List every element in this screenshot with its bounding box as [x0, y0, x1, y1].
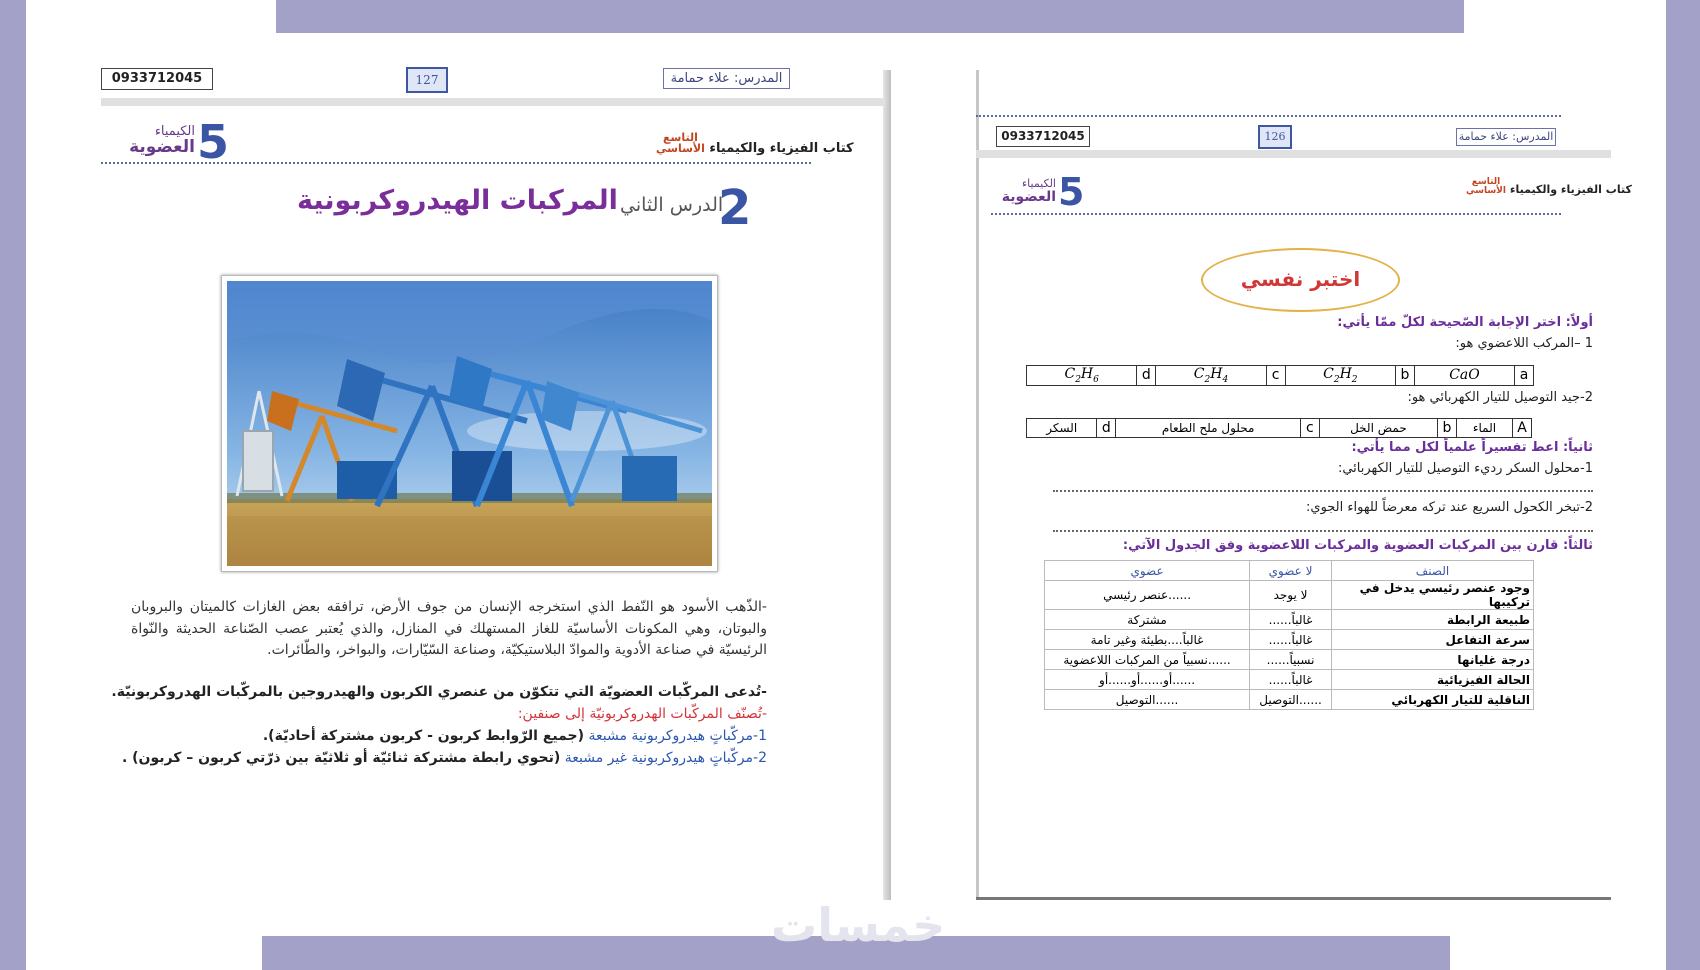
option-value[interactable]: الماء	[1456, 419, 1512, 438]
phone-number: 0933712045	[101, 68, 213, 90]
option-key[interactable]: c	[1300, 419, 1319, 438]
section-1-heading: أولاً: اختر الإجابة الصّحيحة لكلّ ممّا يأتي:	[1337, 315, 1593, 330]
option-key[interactable]: b	[1437, 419, 1456, 438]
explain-question-2: 2-تبخر الكحول السريع عند تركه معرضاً للهواء الجوي:	[1306, 500, 1593, 515]
question-2-options	[1026, 418, 1532, 438]
unit-name-right: الكيمياء العضوية	[1001, 177, 1056, 205]
book-title: كتاب الفيزياء والكيمياء	[709, 141, 854, 156]
khamsat-watermark: خمسات	[771, 898, 946, 952]
table-row	[1045, 610, 1534, 630]
table-row	[1045, 630, 1534, 650]
table-cell: وجود عنصر رئيسي يدخل في تركيبها	[1332, 581, 1534, 610]
option-value[interactable]: السكر	[1027, 419, 1097, 438]
answer-line-1	[1053, 490, 1593, 492]
option-key[interactable]: A	[1513, 419, 1532, 438]
table-header: عضوي	[1045, 561, 1250, 581]
table-cell: سرعة التفاعل	[1332, 630, 1534, 650]
table-cell: ......أو......أو......أو	[1045, 670, 1250, 690]
table-header: الصنف	[1332, 561, 1534, 581]
table-row	[1045, 670, 1534, 690]
page-spine	[976, 70, 979, 900]
definition-line: -تُدعى المركّبات العضويّة التي تتكوّن من عنصري الكربون والهيدروجين بالمركّبات الهدروكربونيّة.	[111, 684, 767, 700]
classification-heading: -تُصنّف المركّبات الهدروكربونيّة إلى صنفين:	[517, 706, 767, 722]
header-band	[101, 98, 883, 106]
table-cell: ......عنصر رئيسي	[1045, 581, 1250, 610]
option-value[interactable]: حمض الخل	[1319, 419, 1437, 438]
option-value[interactable]: CaO	[1414, 366, 1514, 386]
book-brand	[656, 132, 854, 156]
lesson-title: المركبات الهيدروكربونية	[297, 185, 618, 216]
unit-number-right: 5	[1058, 170, 1085, 214]
classification-item-1: 1-مركّباتٍ هيدروكربونية مشبعة (جميع الرّوابط كربون - كربون مشتركة أحاديّة).	[262, 728, 767, 744]
document-canvas	[26, 0, 1666, 970]
option-key[interactable]: c	[1266, 366, 1285, 386]
right-page	[976, 70, 1632, 900]
table-row	[1045, 650, 1534, 670]
table-cell: طبيعة الرابطة	[1332, 610, 1534, 630]
teacher-name-right: المدرس: علاء حمامة	[1456, 128, 1556, 146]
section-2-heading: ثانياً: اعط تفسيراً علمياً لكل مما يأتي:	[1351, 440, 1593, 455]
page-bottom-line	[976, 897, 1611, 900]
header-band-right	[976, 150, 1611, 158]
comparison-table	[1044, 560, 1534, 710]
option-key[interactable]: a	[1515, 366, 1534, 386]
unit-number: 5	[197, 115, 230, 169]
table-cell: مشتركة	[1045, 610, 1250, 630]
table-cell: غالباً......	[1250, 610, 1332, 630]
page-number: 127	[406, 67, 448, 93]
table-cell: لا يوجد	[1250, 581, 1332, 610]
section-3-heading: ثالثاً: قارن بين المركبات العضوية والمركبات اللاعضوية وفق الجدول الآتي:	[1122, 538, 1593, 553]
explain-question-1: 1-محلول السكر رديء التوصيل للتيار الكهربائي:	[1337, 461, 1593, 476]
table-cell: ......نسبياً من المركبات اللاعضوية	[1045, 650, 1250, 670]
option-value[interactable]: $C_2H_2$	[1285, 366, 1395, 386]
option-key[interactable]: b	[1395, 366, 1414, 386]
grade-label: التاسع الأساسي	[656, 131, 705, 155]
lesson-label: الدرس الثاني	[620, 194, 724, 216]
book-brand-right: كتاب الفيزياء والكيمياء التاسع الأساسي	[1466, 177, 1632, 196]
option-value[interactable]: $C_2H_6$	[1027, 366, 1137, 386]
table-cell: غالباً......	[1250, 670, 1332, 690]
unit-name: الكيمياء العضوية	[129, 124, 195, 157]
option-key[interactable]: d	[1137, 366, 1156, 386]
option-value[interactable]: $C_2H_4$	[1156, 366, 1266, 386]
table-cell: ......التوصيل	[1250, 690, 1332, 710]
top-band	[276, 0, 1464, 33]
oil-pumpjack-image	[227, 281, 712, 566]
page-number-right: 126	[1258, 125, 1292, 149]
answer-line-2	[1053, 530, 1593, 532]
table-cell: درجة غليانها	[1332, 650, 1534, 670]
teacher-name: المدرس: علاء حمامة	[663, 68, 790, 89]
question-1: 1 –المركب اللاعضوي هو:	[1455, 336, 1593, 351]
lesson-number: 2	[718, 180, 752, 236]
question-1-options	[1026, 365, 1534, 386]
classification-item-2: 2-مركّباتٍ هيدروكربونية غير مشبعة (تحوي رابطة مشتركة ثنائيّة أو ثلاثيّة بين ذرّتي كربون – كربون) .	[121, 750, 767, 766]
table-cell: نسبياً......	[1250, 650, 1332, 670]
oil-pumps-photo	[221, 275, 718, 572]
page-fold	[883, 70, 891, 900]
table-row	[1045, 581, 1534, 610]
table-header: لا عضوي	[1250, 561, 1332, 581]
table-cell: غالباً....بطيئة وغير تامة	[1045, 630, 1250, 650]
table-cell: غالباً......	[1250, 630, 1332, 650]
table-row	[1045, 690, 1534, 710]
phone-number-right: 0933712045	[996, 126, 1090, 147]
option-value[interactable]: محلول ملح الطعام	[1116, 419, 1301, 438]
header-divider-right	[991, 213, 1561, 215]
intro-paragraph: -الذّهب الأسود هو النّفط الذي استخرجه الإنسان من جوف الأرض، ترافقه بعض الغازات كالميتان والبروبان والبوتان، وهي المكونات الأساسيّة للغاز المستهلك في المنازل، والذي يُعتبر عصب الصّناعة الحديثة والنّواة الرئيسيّة في صناعة الأدوية والموادّ البلاستيكيّة، وصناعة السّيّارات، والبواخر، والطّائرات.	[131, 599, 767, 658]
question-2: 2-جيد التوصيل للتيار الكهربائي هو:	[1407, 390, 1593, 405]
table-cell: الناقلية للتيار الكهربائي	[1332, 690, 1534, 710]
test-yourself-badge: اختبر نفسي	[1201, 248, 1400, 312]
header-divider	[101, 162, 811, 164]
option-key[interactable]: d	[1097, 419, 1116, 438]
left-page	[101, 70, 891, 900]
table-cell: ......التوصيل	[1045, 690, 1250, 710]
top-divider	[976, 115, 1561, 117]
table-cell: الحالة الفيزيائية	[1332, 670, 1534, 690]
